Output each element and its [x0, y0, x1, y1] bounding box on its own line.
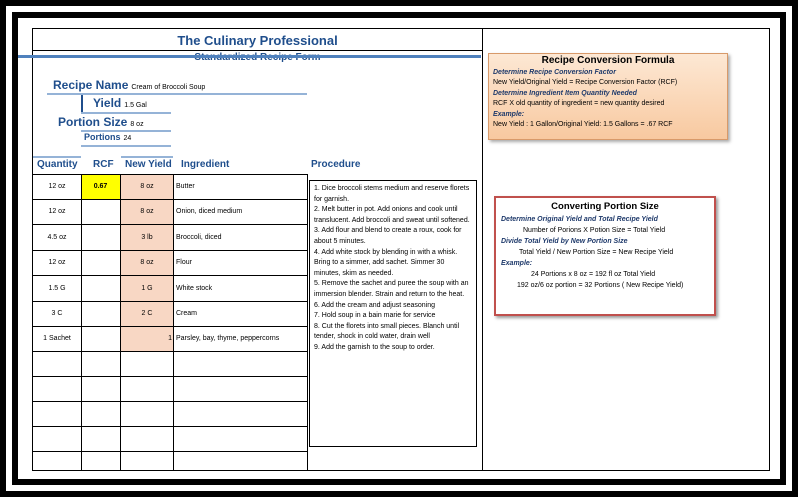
row-divider: [33, 224, 308, 225]
procedure-step: 5. Remove the sachet and puree the soup with an immersion blender. Strain and return to the heat.: [314, 280, 469, 298]
procedure-step: 1. Dice broccoli stems medium and reserve florets for garnish.: [314, 185, 470, 203]
rcf-header: RCF: [93, 159, 114, 170]
procedure-step: 8. Cut the florets into small pieces. Blanch until tender, shock in cold water, drain well: [314, 322, 460, 341]
procedure-header: Procedure: [311, 159, 361, 170]
quantity-cell: 3 C: [51, 310, 63, 317]
yield-marker: [81, 95, 83, 113]
quantity-cell: 12 oz: [48, 183, 66, 190]
procedure-step: 9. Add the garnish to the soup to order.: [314, 343, 435, 351]
new-yield-cell: 8 oz: [140, 183, 154, 190]
new-yield-cell: 8 oz: [140, 208, 154, 215]
new-yield-cell: 3 lb: [141, 234, 153, 241]
portion-line: Number of Porions X Potion Size = Total Yield: [523, 227, 666, 234]
row-divider: [33, 326, 308, 327]
row-divider: [33, 451, 308, 452]
portion-title: Converting Portion Size: [551, 201, 659, 212]
formula-heading: Example:: [493, 110, 525, 118]
row-divider: [33, 174, 308, 175]
row-divider: [33, 199, 308, 200]
formula-heading: Determine Recipe Conversion Factor: [493, 68, 616, 76]
portions-underline: [81, 145, 171, 147]
ingredient-cell: Onion, diced medium: [176, 208, 243, 215]
procedure-box: [309, 180, 477, 447]
formula-heading: Determine Ingredient Item Quantity Needed: [493, 89, 637, 97]
portion-heading: Determine Original Yield and Total Recipe Yield: [501, 216, 658, 223]
row-divider: [33, 401, 308, 402]
quantity-head-bar: [33, 156, 81, 158]
column-divider: [120, 174, 121, 470]
ingredient-cell: Butter: [176, 183, 195, 190]
new-yield-cell: 1 G: [141, 285, 153, 292]
new-yield-cell: 1: [168, 335, 172, 342]
yield-label: Yield: [93, 96, 122, 110]
recipe-name-value: Cream of Broccoli Soup: [131, 84, 206, 91]
portion-size-value: 8 oz: [130, 121, 144, 128]
new-yield-head-bar: [121, 156, 173, 158]
form-title: The Culinary Professional: [177, 33, 338, 48]
formula-line: RCF X old quantity of ingredient = new quantity desired: [493, 100, 665, 107]
new-yield-header: New Yield: [125, 159, 172, 170]
quantity-cell: 1 Sachet: [43, 335, 71, 342]
formula-line: New Yield/Original Yield = Recipe Conversion Factor (RCF): [493, 79, 678, 86]
portion-size-label: Portion Size: [58, 115, 128, 129]
ingredient-cell: Cream: [176, 310, 198, 317]
procedure-step: 2. Melt butter in pot. Add onions and cook until translucent. Add broccoli and sweat until softened.: [314, 206, 470, 224]
portion-line: 192 oz/6 oz portion = 32 Portions ( New Recipe Yield): [517, 282, 684, 289]
row-divider: [33, 275, 308, 276]
recipe-conversion-formula: [488, 53, 728, 140]
portion-heading: Example:: [501, 260, 533, 267]
quantity-cell: 1.5 G: [48, 285, 66, 292]
procedure-step: 6. Add the cream and adjust seasoning: [314, 301, 436, 309]
row-divider: [33, 351, 308, 352]
column-divider: [173, 174, 174, 470]
portions-label: Portions: [84, 132, 121, 142]
quantity-cell: 4.5 oz: [47, 234, 67, 241]
column-divider: [307, 174, 308, 470]
recipe-name-field: [53, 78, 205, 92]
row-divider: [33, 301, 308, 302]
portions-value: 24: [123, 135, 132, 142]
ingredient-cell: Flour: [176, 259, 192, 266]
quantity-header: Quantity: [37, 159, 78, 170]
ingredient-cell: Broccoli, diced: [176, 234, 222, 241]
portion-line: Total Yield / New Portion Size = New Recipe Yield: [519, 249, 674, 256]
portion-line: 24 Portions x 8 oz = 192 fl oz Total Yield: [531, 271, 656, 278]
portion-size-field: [58, 115, 144, 129]
page-canvas: [18, 18, 780, 479]
procedure-step: 7. Hold soup in a bain marie for service: [314, 312, 436, 320]
formula-line: New Yield : 1 Gallon/Original Yield: 1.5 Gallons = .67 RCF: [493, 121, 673, 128]
row-divider: [33, 250, 308, 251]
ingredient-cell: White stock: [176, 285, 213, 292]
quantity-cell: 12 oz: [48, 259, 66, 266]
new-yield-cell: 8 oz: [140, 259, 154, 266]
row-divider: [33, 426, 308, 427]
quantity-cell: 12 oz: [48, 208, 66, 215]
yield-value: 1.5 Gal: [124, 102, 147, 109]
recipe-form: [32, 28, 483, 471]
formula-title: Recipe Conversion Formula: [541, 55, 675, 66]
ingredient-cell: Parsley, bay, thyme, peppercorns: [176, 335, 280, 342]
row-divider: [33, 376, 308, 377]
yield-underline: [81, 112, 171, 114]
procedure-step: 4. Add white stock by blending in with a whisk. Bring to a simmer, add sachet. Simmer 30 minutes, skim as needed.: [314, 248, 458, 277]
procedure-step: 3. Add flour and blend to create a roux, cook for about 5 minutes.: [314, 227, 462, 245]
new-yield-cell: 2 C: [141, 310, 153, 317]
column-divider: [81, 174, 82, 470]
recipe-name-underline: [47, 93, 307, 95]
yield-field: [93, 96, 147, 110]
portion-heading: Divide Total Yield by New Portion Size: [501, 238, 628, 245]
portions-field: [84, 132, 131, 142]
recipe-name-label: Recipe Name: [53, 78, 129, 92]
converting-portion-size: [494, 196, 716, 316]
header-blue-bar: [18, 55, 481, 58]
ingredient-table: [33, 174, 308, 470]
rcf-cell: 0.67: [93, 183, 108, 190]
ingredient-header: Ingredient: [181, 159, 230, 170]
title-divider: [33, 50, 482, 51]
